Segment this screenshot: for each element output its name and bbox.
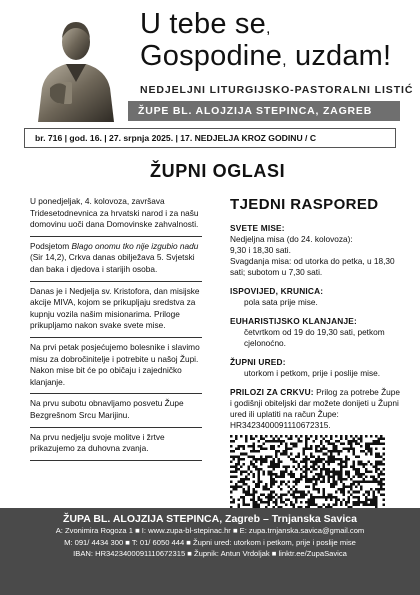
schedule-confession (230, 286, 400, 308)
schedule-masses (230, 223, 400, 278)
parish-name-bar: ŽUPE BL. ALOJZIJA STEPINCA, ZAGREB (128, 101, 400, 121)
footer-contact (0, 508, 420, 595)
schedule-heading: SVETE MISE: (230, 223, 285, 233)
notice-item: Na prvu nedjelju svoje molitve i žrtve prikazujemo za duhovna zvanja. (30, 428, 202, 461)
footer-address-line: A: Zvonimira Rogoza 1 ■ I: www.zupa-bl-stepinac.hr ■ E: zupa.trnjanska.savica@gmail.com (55, 526, 365, 535)
issue-info-bar: br. 716 | god. 16. | 27. srpnja 2025. | 17. NEDJELJA KROZ GODINU / C (24, 128, 396, 148)
payment-qr-code (230, 435, 385, 511)
schedule-line: Prilog za potrebe Župe i godišnji obiteljski dar možete donijeti u Župni ured ili uplatiti na račun Župe: HR3423400091110672315. (230, 387, 401, 430)
notices-title: ŽUPNI OGLASI (150, 161, 286, 181)
weekly-schedule (230, 196, 400, 519)
schedule-line: utorkom i petkom, prije i poslije mise. (244, 368, 381, 378)
masthead (0, 0, 420, 122)
schedule-line: Nedjeljna misa (do 24. kolovoza): (230, 234, 353, 244)
schedule-heading: PRILOZI ZA CRKVU: (230, 387, 314, 397)
footer-heading: ŽUPA BL. ALOJZIJA STEPINCA, Zagreb – Trnjanska Savica (63, 513, 357, 525)
masthead-subtitle: NEDJELJNI LITURGIJSKO-PASTORALNI LISTIĆ (140, 84, 414, 96)
schedule-title: TJEDNI RASPORED (230, 196, 379, 213)
schedule-heading: ŽUPNI URED: (230, 357, 286, 367)
schedule-line: 9,30 i 18,30 sati. (230, 245, 291, 255)
schedule-heading: ISPOVIJED, KRUNICA: (230, 286, 324, 296)
notices-list (30, 196, 202, 461)
stepinac-statue-image (28, 4, 124, 122)
schedule-line: četvrtkom od 19 do 19,30 sati, petkom cjelonoćno. (244, 327, 385, 348)
schedule-heading: EUHARISTIJSKO KLANJANJE: (230, 316, 357, 326)
masthead-title-line1: U tebe se, (140, 8, 271, 40)
schedule-line: Svagdanja misa: od utorka do petka, u 18,30 sati; subotom u 7,30 sati. (230, 256, 395, 277)
schedule-office (230, 357, 400, 379)
notice-item: Podsjetom Blago onomu tko nije izgubio nadu (Sir 14,2), Crkva danas obilježava 5. Svjetski dan baka i djedova i starijih osoba. (30, 237, 202, 282)
notice-item: Danas je i Nedjelja sv. Kristofora, dan misijske akcije MIVA, kojom se prikupljaju sredstva za kupnju vozila našim misionarima. Priloge prikupljamo nakon svake svete mise. (30, 282, 202, 338)
notice-item: Na prvi petak posjećujemo bolesnike i slavimo misu za dobročinitelje i potrebite u našoj Župi. Nakon mise bit će po običaju i zajedničko klanjanje. (30, 338, 202, 394)
schedule-adoration (230, 316, 400, 349)
schedule-line: pola sata prije mise. (244, 297, 318, 307)
footer-iban-line: IBAN: HR3423400091110672315 ■ Župnik: Antun Vrdoljak ■ linktr.ee/ZupaSavica (73, 549, 347, 558)
notice-item: U ponedjeljak, 4. kolovoza, završava Tridesetodnevnica za hrvatski narod i za našu domovinu uoči dana Domovinske zahvalnosti. (30, 196, 202, 237)
schedule-donations (230, 387, 400, 511)
masthead-title-line2: Gospodine, uzdam! (140, 40, 392, 72)
footer-phone-line: M: 091/ 4434 300 ■ T: 01/ 6050 444 ■ Župni ured: utorkom i petkom, prije i poslije mise (64, 537, 356, 547)
notice-item: Na prvu subotu obnavljamo posvetu Župe Bezgrešnom Srcu Marijinu. (30, 394, 202, 427)
